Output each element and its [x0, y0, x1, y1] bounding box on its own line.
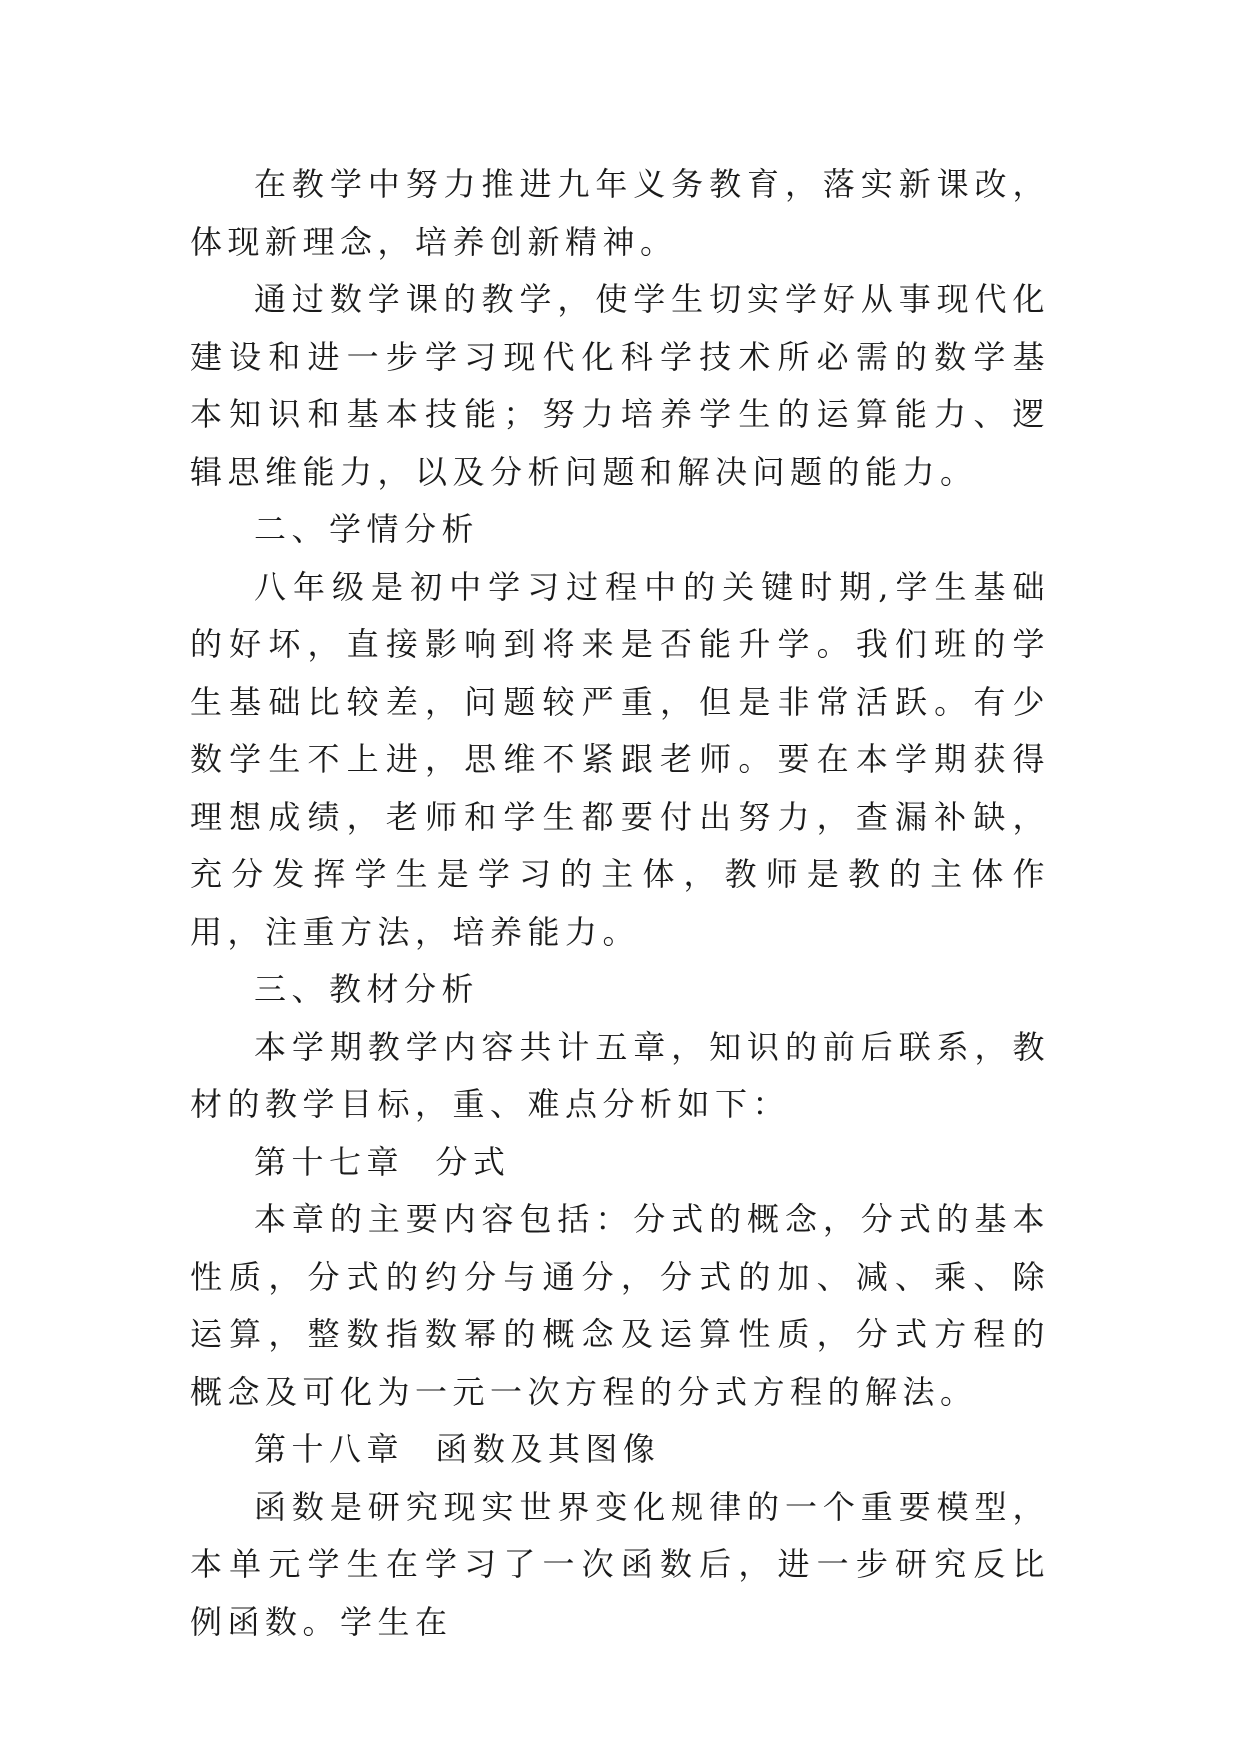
- paragraph-student-analysis: 八年级是初中学习过程中的关键时期,学生基础的好坏，直接影响到将来是否能升学。我们班的学生基础比较差，问题较严重，但是非常活跃。有少数学生不上进，思维不紧跟老师。要在本学期获得理想成绩，老师和学生都要付出努力，查漏补缺，充分发挥学生是学习的主体，教师是教的主体作用，注重方法，培养能力。: [190, 567, 1050, 951]
- chapter-heading-18: 第十八章 函数及其图像: [254, 1430, 661, 1468]
- paragraph-chapter-18: 函数是研究现实世界变化规律的一个重要模型，本单元学生在学习了一次函数后，进一步研究反比例函数。学生在: [190, 1487, 1050, 1641]
- paragraph-goals: 在教学中努力推进九年义务教育，落实新课改，体现新理念，培养创新精神。: [190, 165, 1050, 261]
- paragraph-teaching-aims: 通过数学课的教学，使学生切实学好从事现代化建设和进一步学习现代化科学技术所必需的数学基本知识和基本技能；努力培养学生的运算能力、逻辑思维能力，以及分析问题和解决问题的能力。: [190, 280, 1050, 491]
- chapter-heading-17: 第十七章 分式: [254, 1142, 511, 1181]
- section-heading-textbook-analysis: 三、教材分析: [254, 970, 480, 1008]
- paragraph-chapter-17: 本章的主要内容包括：分式的概念，分式的基本性质，分式的约分与通分，分式的加、减、乘、除运算，整数指数幂的概念及运算性质，分式方程的概念及可化为一元一次方程的分式方程的解法。: [190, 1200, 1050, 1411]
- paragraph-textbook-intro: 本学期教学内容共计五章，知识的前后联系，教材的教学目标，重、难点分析如下：: [190, 1027, 1050, 1123]
- section-heading-student-analysis: 二、学情分析: [254, 510, 480, 548]
- document-body: [190, 156, 1050, 1651]
